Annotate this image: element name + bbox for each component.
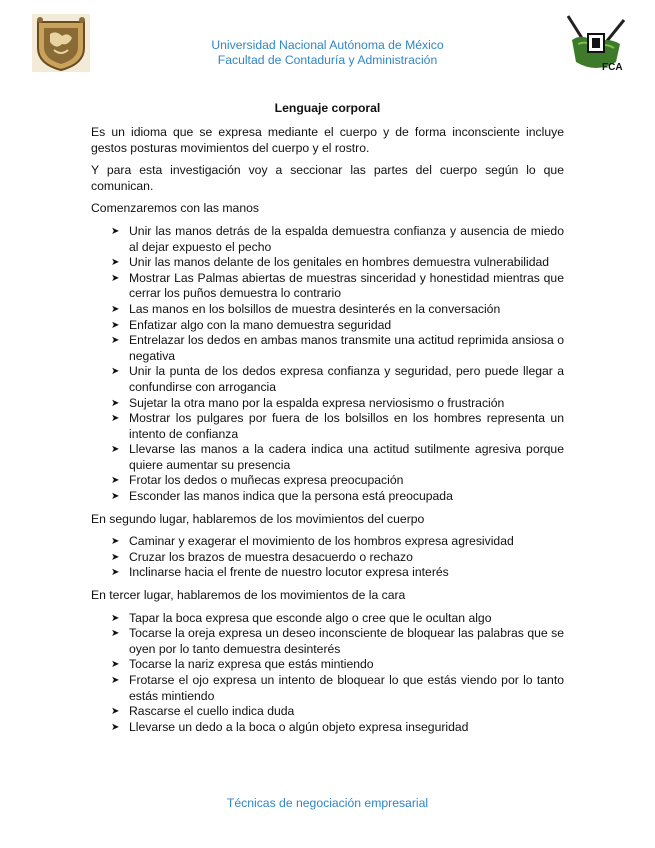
list-item: ➤ Llevarse un dedo a la boca o algún objeto expresa inseguridad [111,719,469,734]
list-item: ➤ Enfatizar algo con la mano demuestra seguridad [111,317,392,332]
hands-list [91,224,564,505]
arrow-bullet-icon: ➤ [111,257,120,269]
arrow-bullet-icon: ➤ [111,721,120,733]
arrow-bullet-icon: ➤ [111,659,120,671]
arrow-bullet-icon: ➤ [111,628,120,640]
plan-paragraph: Y para esta investigación voy a seccionar las partes del cuerpo según lo que comunican. [91,163,564,193]
list-item: ➤ Llevarse las manos a la cadera indica una actitud sutilmente agresiva porque quiere aumentar su presencia [111,442,564,472]
list-item: ➤ Esconder las manos indica que la persona está preocupada [111,489,453,504]
list-item: ➤ Tocarse la oreja expresa un deseo inconsciente de bloquear las palabras que se oyen por lo tanto demuestra desinterés [111,626,564,656]
list-item: ➤ Mostrar Las Palmas abiertas de muestras sinceridad y honestidad mientras que cerrar los puños demuestra lo contrario [111,270,564,301]
list-item: ➤ Caminar y exagerar el movimiento de los hombros expresa agresividad [111,534,514,549]
arrow-bullet-icon: ➤ [111,319,120,331]
face-list [91,611,564,736]
university-name: Universidad Nacional Autónoma de México [211,38,444,52]
fca-logo [562,14,630,76]
faculty-name: Facultad de Contaduría y Administración [217,53,438,67]
list-item: ➤ Rascarse el cuello indica duda [111,704,295,719]
list-item: ➤ Las manos en los bolsillos de muestra desinterés en la conversación [111,301,501,316]
list-item: ➤ Tocarse la nariz expresa que estás mintiendo [111,657,374,672]
list-item: ➤ Frotar los dedos o muñecas expresa preocupación [111,473,404,488]
list-item: ➤ Inclinarse hacia el frente de nuestro locutor expresa interés [111,565,449,580]
list-item: ➤ Unir las manos delante de los genitales en hombres demuestra vulnerabilidad [111,255,550,270]
page-footer: Técnicas de negociación empresarial [226,796,429,810]
body-movements-list [91,534,564,581]
hands-heading: Comenzaremos con las manos [91,201,259,216]
fca-logo-text: FCA [602,62,623,73]
intro-paragraph: Es un idioma que se expresa mediante el cuerpo y de forma inconsciente incluye gestos posturas movimientos del cuerpo y el rostro. [91,125,564,155]
arrow-bullet-icon: ➤ [111,303,120,315]
list-item: ➤ Unir las manos detrás de la espalda demuestra confianza y ausencia de miedo al dejar expuesto el pecho [111,223,564,254]
face-heading: En tercer lugar, hablaremos de los movimientos de la cara [91,588,406,603]
arrow-bullet-icon: ➤ [111,366,120,378]
arrow-bullet-icon: ➤ [111,335,120,347]
arrow-bullet-icon: ➤ [111,397,120,409]
arrow-bullet-icon: ➤ [111,706,120,718]
arrow-bullet-icon: ➤ [111,551,120,563]
arrow-bullet-icon: ➤ [111,675,120,686]
arrow-bullet-icon: ➤ [111,491,120,503]
arrow-bullet-icon: ➤ [111,272,120,284]
body-heading: En segundo lugar, hablaremos de los movimientos del cuerpo [91,511,425,526]
document-body [91,125,564,742]
institution-header [0,38,655,68]
list-item: ➤ Unir la punta de los dedos expresa confianza y seguridad, pero puede llegar a confundirse con arrogancia [111,364,564,394]
arrow-bullet-icon: ➤ [111,225,120,237]
document-title: Lenguaje corporal [274,101,381,115]
list-item: ➤ Cruzar los brazos de muestra desacuerdo o rechazo [111,549,413,564]
list-item: ➤ Sujetar la otra mano por la espalda expresa nerviosismo o frustración [111,395,505,410]
list-item: ➤ Mostrar los pulgares por fuera de los bolsillos en los hombres representa un intento de confianza [111,411,564,441]
list-item: ➤ Entrelazar los dedos en ambas manos transmite una actitud reprimida ansiosa o negativa [111,333,564,363]
arrow-bullet-icon: ➤ [111,475,120,487]
arrow-bullet-icon: ➤ [111,413,120,425]
arrow-bullet-icon: ➤ [111,444,120,456]
list-item: ➤ Tapar la boca expresa que esconde algo o cree que le ocultan algo [111,610,492,625]
arrow-bullet-icon: ➤ [111,612,120,624]
list-item: ➤ Frotarse el ojo expresa un intento de bloquear lo que estás viendo por lo tanto estás mintiendo [111,673,564,703]
arrow-bullet-icon: ➤ [111,536,120,548]
arrow-bullet-icon: ➤ [111,567,120,579]
